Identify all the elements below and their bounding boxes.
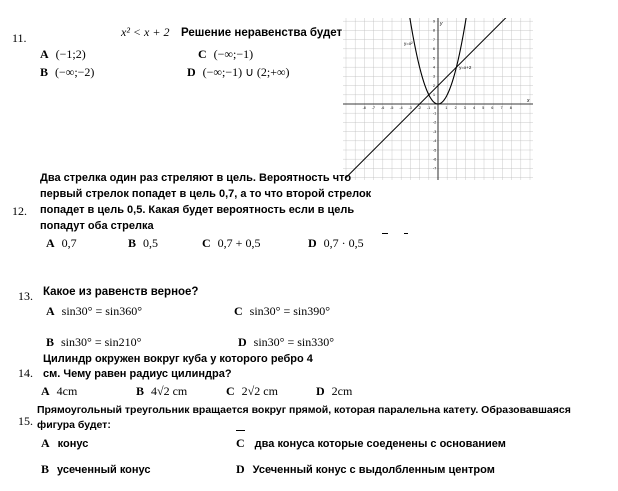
option-letter: C <box>234 304 243 318</box>
q14-line-1: Цилиндр окружен вокруг куба у которого ребро 4 <box>43 353 313 365</box>
q15-line-2: фигура будет: <box>37 419 111 431</box>
parabola-label: y=x² <box>403 41 413 47</box>
q12-number: 12. <box>12 204 27 218</box>
q12-option-c[interactable] <box>202 237 260 249</box>
q11-graph <box>343 18 533 180</box>
option-text: sin30° = sin390° <box>249 304 331 318</box>
option-letter: B <box>128 236 137 250</box>
x-tick-label: -1 <box>427 106 431 110</box>
option-letter: C <box>202 236 211 250</box>
q14-number: 14. <box>18 366 33 380</box>
option-text: (−1;2) <box>55 47 86 61</box>
option-letter: A <box>40 47 49 61</box>
y-tick-label: 8 <box>433 28 435 33</box>
q12-line-3: попадет в цель 0,5. Какая будет вероятность если в цель <box>40 204 355 216</box>
x-axis-label: x <box>527 98 530 104</box>
y-tick-label: 2 <box>433 83 435 88</box>
y-tick-label: -5 <box>433 148 437 153</box>
q15-line-1: Прямоугольный треугольник вращается вокруг прямой, которая паралельна катету. Образовавшаяся <box>37 404 571 416</box>
x-tick-label: -7 <box>371 106 376 110</box>
option-text: (−∞;−1) <box>213 47 254 61</box>
x-tick-label: 2 <box>454 106 457 110</box>
y-tick-label: -3 <box>433 129 437 134</box>
q13-number: 13. <box>18 289 33 303</box>
option-text: усеченный конус <box>57 464 151 476</box>
q11-option-a[interactable] <box>40 48 86 60</box>
q15-number: 15. <box>18 414 33 428</box>
x-tick-label: 6 <box>491 106 494 110</box>
option-letter: C <box>198 47 207 61</box>
option-text: конус <box>57 438 89 450</box>
option-text: два конуса которые соеденены с основанием <box>254 438 506 450</box>
stray-mark <box>404 233 408 234</box>
option-letter: B <box>136 384 145 398</box>
option-text: 0,7 + 0,5 <box>217 236 261 250</box>
y-tick-label: -2 <box>433 120 437 125</box>
option-letter: A <box>41 436 50 450</box>
y-tick-label: 5 <box>433 56 435 61</box>
option-text: (−∞;−1) ∪ (2;+∞) <box>202 65 290 79</box>
q12-option-d[interactable] <box>308 237 364 249</box>
q13-option-a[interactable] <box>46 305 142 317</box>
option-text: 4cm <box>56 384 78 398</box>
q13-prompt: Какое из равенств верное? <box>43 286 199 298</box>
option-text: (−∞;−2) <box>55 65 95 79</box>
option-text: 0,7 · 0,5 <box>323 236 364 250</box>
y-tick-label: -6 <box>433 157 437 162</box>
x-tick-label: 8 <box>509 106 512 110</box>
q12-line-1: Два стрелка один раз стреляют в цель. Вероятность что <box>40 172 352 184</box>
overline-mark <box>236 430 245 431</box>
graph-axes <box>343 18 533 180</box>
x-tick-label: -4 <box>399 106 403 110</box>
y-tick-label: 9 <box>433 19 435 24</box>
q11-number: 11. <box>12 31 27 45</box>
option-text: 2√2 cm <box>241 384 278 398</box>
q11-prompt: Решение неравенства будет <box>181 27 343 39</box>
option-text: sin30° = sin360° <box>61 304 143 318</box>
origin-label: 0 <box>434 106 436 110</box>
option-letter: B <box>41 462 50 476</box>
x-tick-label: -8 <box>362 106 366 110</box>
q14-option-c[interactable] <box>226 385 278 397</box>
option-letter: A <box>46 304 55 318</box>
option-letter: B <box>46 335 55 349</box>
q11-inequality: x² < x + 2 <box>121 25 170 39</box>
q14-option-a[interactable] <box>41 385 77 397</box>
x-tick-label: 1 <box>445 106 448 110</box>
x-tick-label: -2 <box>417 106 422 110</box>
option-letter: C <box>226 384 235 398</box>
q12-line-4: попадут оба стрелка <box>40 220 154 232</box>
q11-option-c[interactable] <box>198 48 253 60</box>
q12-option-a[interactable] <box>46 237 77 249</box>
option-letter: D <box>236 462 245 476</box>
option-text: 0,7 <box>61 236 77 250</box>
option-letter: A <box>46 236 55 250</box>
graph-tick-labels <box>363 20 512 171</box>
q15-option-a[interactable] <box>41 435 88 451</box>
option-letter: D <box>238 335 247 349</box>
stray-mark <box>382 233 388 234</box>
q11-option-d[interactable] <box>187 66 290 78</box>
q12-line-2: первый стрелок попадет в цель 0,7, а то что второй стрелок <box>40 188 372 200</box>
option-text: Усеченный конус с выдолбленным центром <box>252 464 495 476</box>
y-axis-label: y <box>440 21 443 27</box>
x-tick-label: -6 <box>381 106 385 110</box>
y-tick-label: -7 <box>433 166 437 171</box>
option-text: 2cm <box>331 384 353 398</box>
x-tick-label: 3 <box>463 106 466 110</box>
option-text: sin30° = sin330° <box>253 335 335 349</box>
x-tick-label: -5 <box>390 106 394 110</box>
q11-option-b[interactable] <box>40 66 94 78</box>
option-letter: C <box>236 436 245 450</box>
y-tick-label: 4 <box>433 65 435 70</box>
option-text: 0,5 <box>143 236 159 250</box>
option-letter: D <box>316 384 325 398</box>
line-label: y=x+2 <box>459 65 472 71</box>
x-tick-label: -3 <box>408 106 412 110</box>
q14-option-d[interactable] <box>316 385 352 397</box>
line-curve <box>346 18 521 178</box>
y-tick-label: 6 <box>433 47 435 52</box>
y-tick-label: -1 <box>433 111 437 116</box>
y-tick-label: 1 <box>433 93 435 98</box>
q13-option-d[interactable] <box>238 336 334 348</box>
option-letter: A <box>41 384 50 398</box>
option-letter: D <box>308 236 317 250</box>
option-text: 4√2 cm <box>151 384 188 398</box>
q13-option-c[interactable] <box>234 305 330 317</box>
y-tick-label: -4 <box>433 139 437 144</box>
x-tick-label: 4 <box>473 106 475 110</box>
y-tick-label: 3 <box>433 74 435 79</box>
q15-option-c[interactable] <box>236 435 506 451</box>
q14-line-2: см. Чему равен радиус цилиндра? <box>43 368 232 380</box>
option-text: sin30° = sin210° <box>61 335 142 349</box>
q14-option-b[interactable] <box>136 385 187 397</box>
option-letter: B <box>40 65 49 79</box>
q15-option-d[interactable] <box>236 461 495 477</box>
q15-option-b[interactable] <box>41 461 151 477</box>
y-tick-label: 7 <box>433 37 435 42</box>
q12-option-b[interactable] <box>128 237 158 249</box>
q13-option-b[interactable] <box>46 336 141 348</box>
option-letter: D <box>187 65 196 79</box>
x-tick-label: 7 <box>500 106 503 110</box>
x-tick-label: 5 <box>482 106 485 110</box>
